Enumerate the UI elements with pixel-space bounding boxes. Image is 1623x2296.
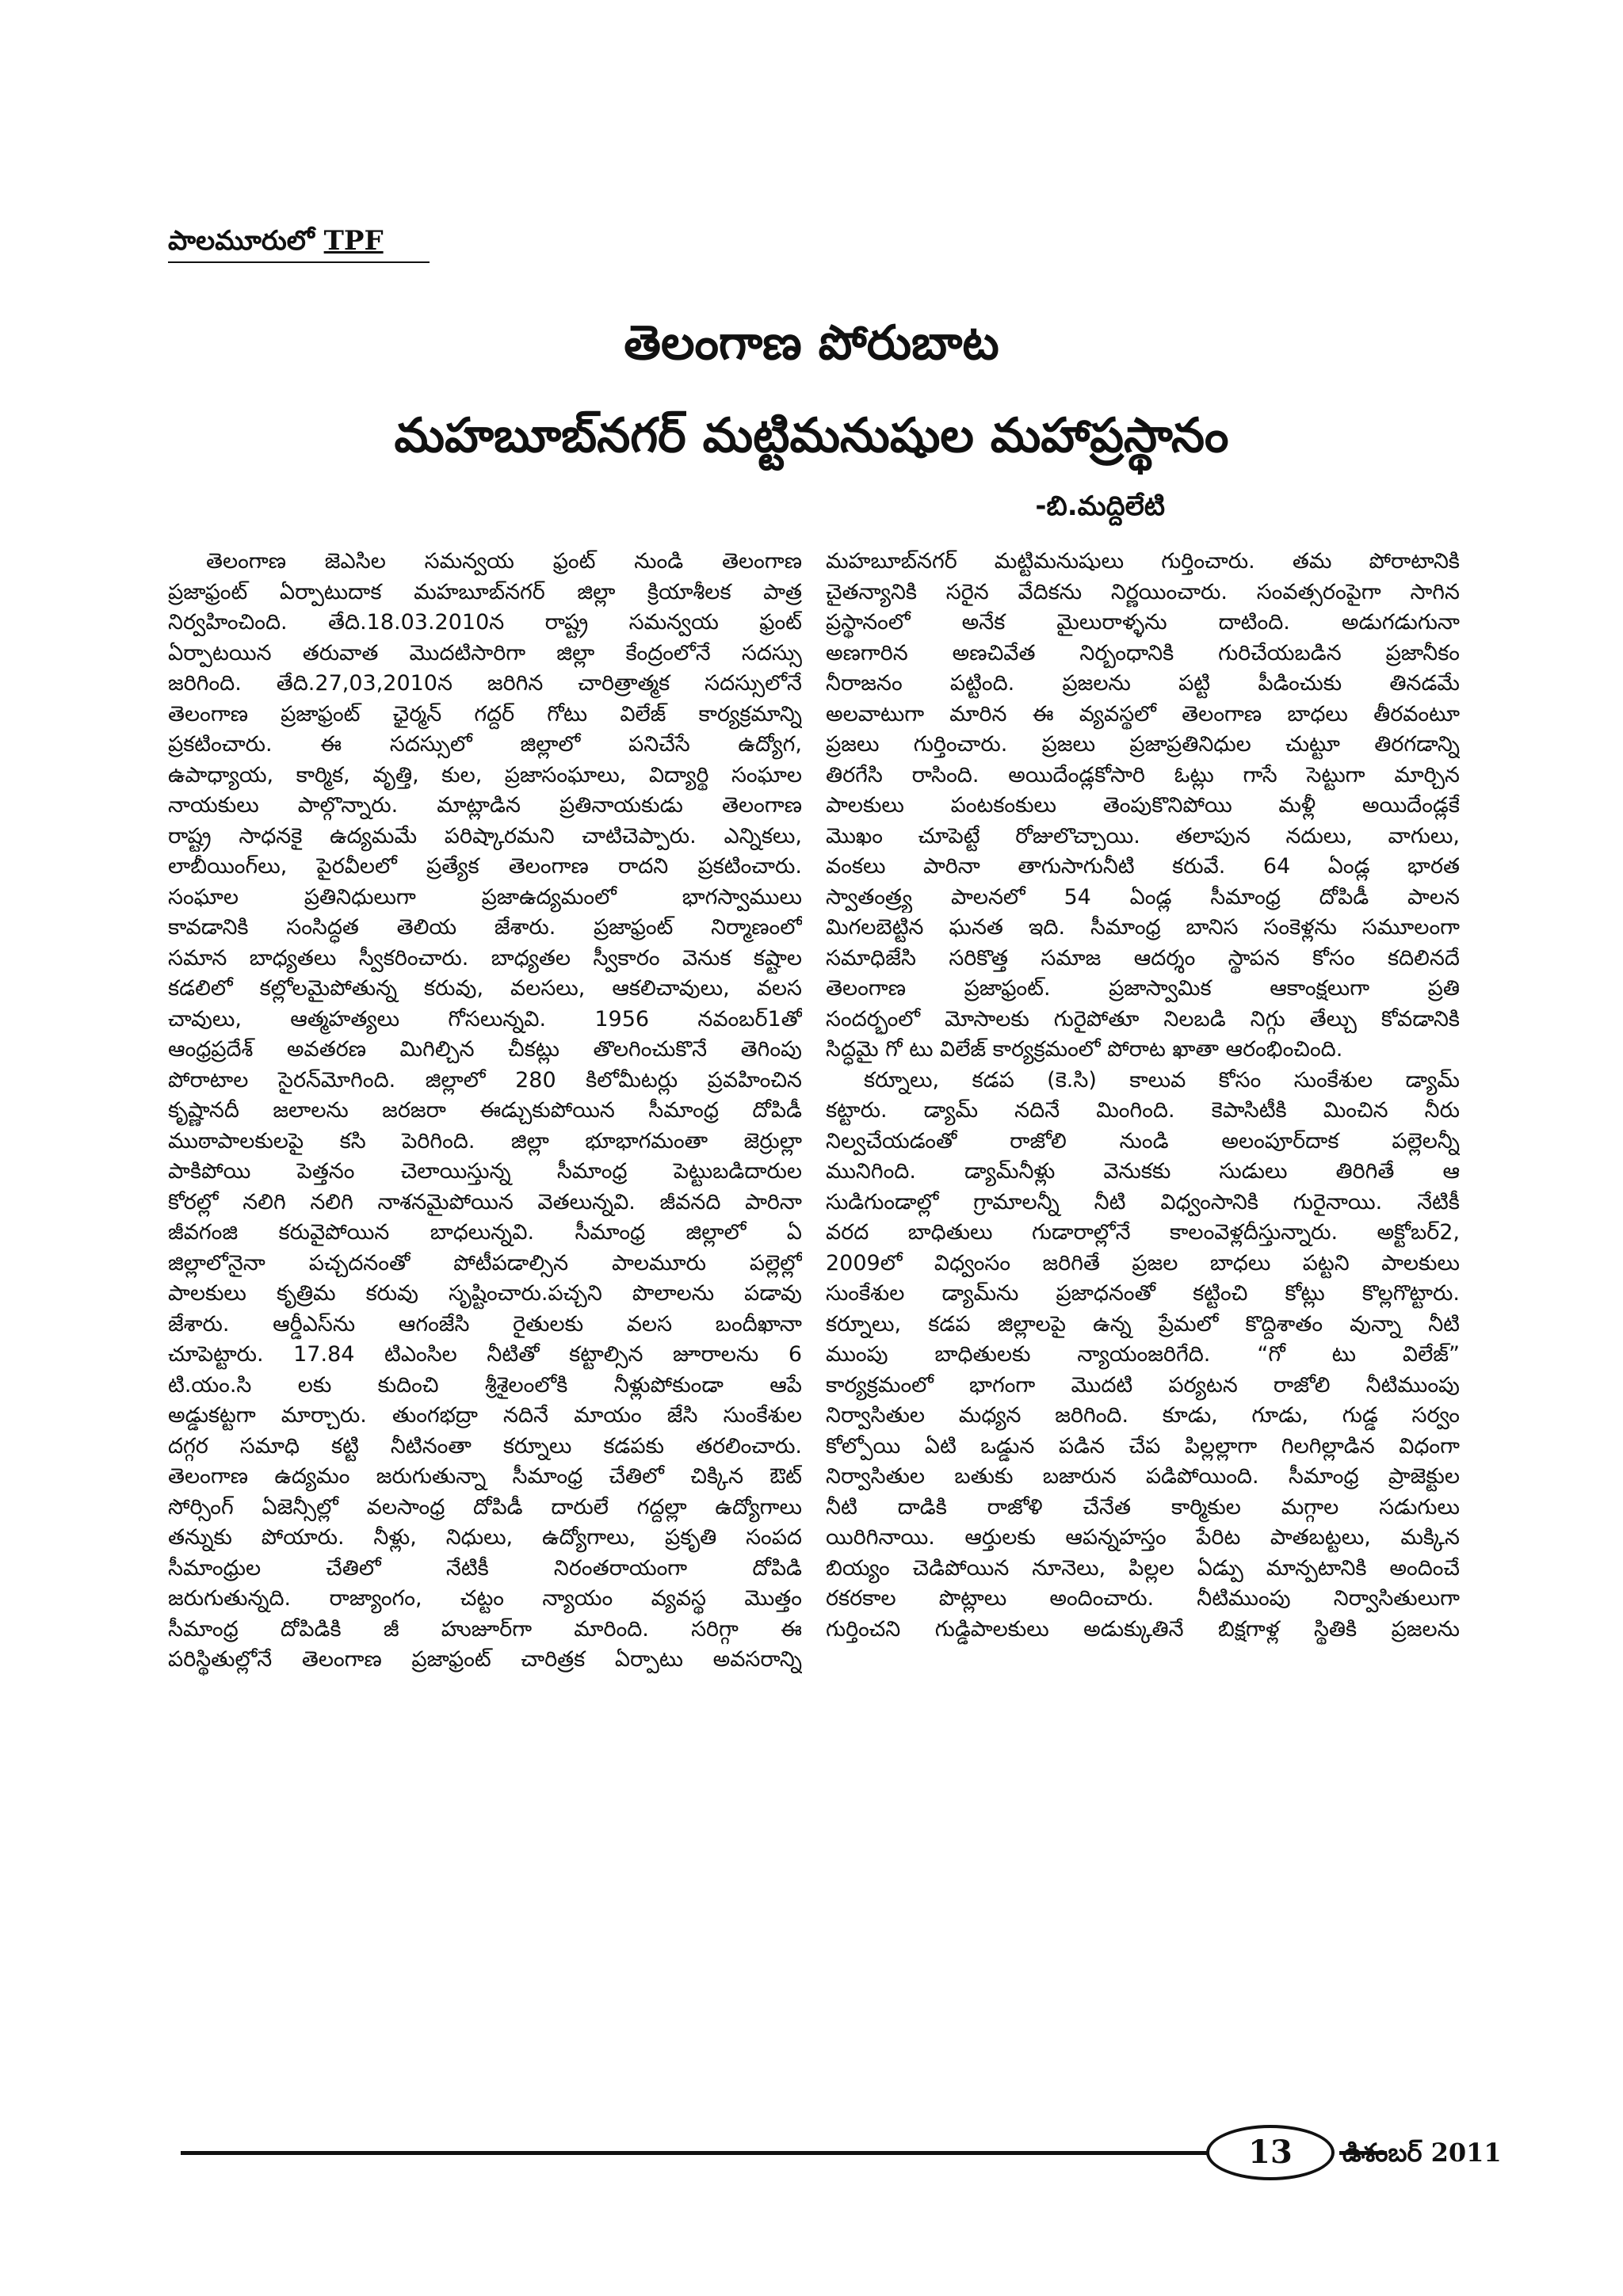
text-line: స్వాతంత్ర్య పాలనలో 54 ఏండ్ల సీమాంధ్ర దోపిడీ పాలన bbox=[826, 884, 1460, 910]
text-line: సీమాంధ్ర దోపిడికి జీ హుజూర్‌గా మారింది. సరిగ్గా ఈ bbox=[168, 1616, 802, 1642]
issue-month: డిశంబర్ bbox=[1342, 2138, 1423, 2168]
text-line: కోరల్లో నలిగి నలిగి నాశనమైపోయిన వెతలున్నవి. జీవనది పారినా bbox=[168, 1189, 802, 1215]
issue-year: 2011 bbox=[1430, 2138, 1502, 2168]
text-line: దగ్గర సమాధి కట్టి నీటినంతా కర్నూలు కడపకు తరలించారు. bbox=[168, 1433, 802, 1459]
text-line: పోరాటాల సైరన్‌మోగింది. జిల్లాలో 280 కిలోమీటర్లు ప్రవహించిన bbox=[168, 1067, 802, 1093]
text-line: అడ్డుకట్టగా మార్చారు. తుంగభద్రా నదినే మాయం జేసి సుంకేశుల bbox=[168, 1403, 802, 1428]
text-line: నిర్వాసితుల బతుకు బజారున పడిపోయింది. సీమాంధ్ర ప్రాజెక్టుల bbox=[826, 1464, 1460, 1489]
text-line: తెలంగాణ ఉద్యమం జరుగుతున్నా సీమాంధ్ర చేతిలో చిక్కిన ఔట్ bbox=[168, 1464, 802, 1489]
text-line: సందర్భంలో మోసాలకు గురైపోతూ నిలబడి నిగ్గు తేల్చు కోవడానికి bbox=[826, 1006, 1460, 1032]
text-line: కార్యక్రమంలో భాగంగా మొదటి పర్యటన రాజోలి నీటిముంపు bbox=[826, 1372, 1460, 1398]
text-line: సుడిగుండాల్లో గ్రామాలన్నీ నీటి విధ్వంసానికి గురైనాయి. నేటికీ bbox=[826, 1189, 1460, 1215]
text-line: వంకలు పారినా తాగుసాగునీటి కరువే. 64 ఏండ్ల భారత bbox=[826, 854, 1460, 879]
kicker-tpf: TPF bbox=[323, 225, 384, 257]
text-line: సమాధిజేసి సరికొత్త సమాజ ఆదర్శం స్థాపన కోసం కదిలినదే bbox=[826, 945, 1460, 971]
text-line: బియ్యం చెడిపోయిన నూనెలు, పిల్లల ఏడ్పు మాన్పటానికి అందించే bbox=[826, 1555, 1460, 1581]
left-column bbox=[168, 547, 802, 1676]
right-column bbox=[826, 547, 1460, 1645]
text-line: పాలకులు కృత్రిమ కరువు సృష్టించారు.పచ్చని పొలాలను పడావు bbox=[168, 1281, 802, 1306]
text-line: కోల్పోయి ఏటి ఒడ్డున పడిన చేప పిల్లల్లాగా గిలగిల్లాడిన విధంగా bbox=[826, 1433, 1460, 1459]
text-line: సంఘాల ప్రతినిధులుగా ప్రజాఉద్యమంలో భాగస్వాములు bbox=[168, 884, 802, 910]
text-line: తిరగేసి రాసింది. అయిదేండ్లకోసారి ఓట్లు గాసే సెట్టుగా మార్చిన bbox=[826, 762, 1460, 788]
text-line: కావడానికి సంసిద్ధత తెలియ జేశారు. ప్రజాఫ్రంట్ నిర్మాణంలో bbox=[168, 915, 802, 940]
text-line: జేశారు. ఆర్డీఎస్‌ను ఆగంజేసి రైతులకు వలస బందీఖానా bbox=[168, 1311, 802, 1337]
text-line: నాయకులు పాల్గొన్నారు. మాట్లాడిన ప్రతినాయకుడు తెలంగాణ bbox=[168, 793, 802, 818]
text-line: సమాన బాధ్యతలు స్వీకరించారు. బాధ్యతల స్వీకారం వెనుక కష్టాల bbox=[168, 945, 802, 971]
text-line: కడలిలో కల్లోలమైపోతున్న కరువు, వలసలు, ఆకలిచావులు, వలస bbox=[168, 976, 802, 1001]
headline: తెలంగాణ పోరుబాట bbox=[624, 315, 999, 371]
section-kicker bbox=[168, 222, 430, 263]
text-line: ముంపు బాధితులకు న్యాయంజరిగేది. “గో టు విలేజ్” bbox=[826, 1342, 1460, 1367]
text-line: లాబీయింగ్‌లు, పైరవీలలో ప్రత్యేక తెలంగాణ రాదని ప్రకటించారు. bbox=[168, 854, 802, 879]
text-line: నీటి దాడికి రాజోళి చేనేత కార్మికుల మగ్గాల సడుగులు bbox=[826, 1494, 1460, 1520]
text-line: టి.యం.సి లకు కుదించి శ్రీశైలంలోకి నీళ్లుపోకుండా ఆపే bbox=[168, 1372, 802, 1398]
text-line: నిర్వహించింది. తేది.18.03.2010న రాష్ట్ర సమన్వయ ఫ్రంట్ bbox=[168, 610, 802, 635]
text-line: జరుగుతున్నది. రాజ్యాంగం, చట్టం న్యాయం వ్యవస్థ మొత్తం bbox=[168, 1586, 802, 1611]
text-line: ముఠాపాలకులపై కసి పెరిగింది. జిల్లా భూభాగమంతా జెర్రుల్లా bbox=[168, 1128, 802, 1154]
text-line: మొఖం చూపెట్టే రోజులొచ్చాయి. తలాపున నదులు, వాగులు, bbox=[826, 823, 1460, 849]
text-line: అణగారిన అణచివేత నిర్బంధానికి గురిచేయబడిన ప్రజానీకం bbox=[826, 640, 1460, 666]
byline: -బి.మద్దిలేటి bbox=[1035, 490, 1165, 522]
text-line: 2009లో విధ్వంసం జరిగితే ప్రజల బాధలు పట్టని పాలకులు bbox=[826, 1250, 1460, 1276]
text-line: పాకిపోయి పెత్తనం చెలాయిస్తున్న సీమాంధ్ర పెట్టుబడిదారుల bbox=[168, 1159, 802, 1184]
text-line: మునిగింది. డ్యామ్‌నీళ్లు వెనుకకు సుడులు తిరిగితే ఆ bbox=[826, 1159, 1460, 1184]
text-line: మహబూబ్‌నగర్ మట్టిమనుషులు గుర్తించారు. తమ పోరాటానికి bbox=[826, 549, 1460, 574]
text-line: యిరిగినాయి. ఆర్తులకు ఆపన్నహస్తం పేరిట పాతబట్టలు, మక్కిన bbox=[826, 1525, 1460, 1550]
footer-rule bbox=[181, 2151, 1211, 2155]
text-line: నిల్వచేయడంతో రాజోలి నుండి అలంపూర్‌దాక పల్లెలన్నీ bbox=[826, 1128, 1460, 1154]
text-line: ప్రస్థానంలో అనేక మైలురాళ్ళను దాటింది. అడుగడుగునా bbox=[826, 610, 1460, 635]
text-line: కృష్ణానదీ జలాలను జరజరా ఈడ్చుకుపోయిన సీమాంధ్ర దోపిడీ bbox=[168, 1098, 802, 1123]
text-line: రకరకాల పొట్లాలు అందించారు. నీటిముంపు నిర్వాసితులుగా bbox=[826, 1586, 1460, 1611]
text-line: సీమాంధ్రుల చేతిలో నేటికీ నిరంతరాయంగా దోపిడి bbox=[168, 1555, 802, 1581]
text-line: పాలకులు పంటకంకులు తెంపుకొనిపోయి మళ్లీ అయిదేండ్లకే bbox=[826, 793, 1460, 818]
text-line: ప్రకటించారు. ఈ సదస్సులో జిల్లాలో పనిచేసే ఉద్యోగ, bbox=[168, 732, 802, 757]
text-line: మిగలబెట్టిన ఘనత ఇది. సీమాంధ్ర బానిస సంకెళ్లను సమూలంగా bbox=[826, 915, 1460, 940]
text-line: సోర్సింగ్ ఏజెన్సీల్లో వలసాంధ్ర దోపిడీ దారులే గద్దల్లా ఉద్యోగాలు bbox=[168, 1494, 802, 1520]
text-line: తెలంగాణ ప్రజాఫ్రంట్ ఛైర్మన్ గద్దర్ గోటు విలేజ్ కార్యక్రమాన్ని bbox=[168, 701, 802, 727]
text-line: గుర్తించని గుడ్డిపాలకులు అడుక్కుతినే బిక్షగాళ్ల స్థితికి ప్రజలను bbox=[826, 1616, 1460, 1642]
text-line: తెలంగాణ ప్రజాఫ్రంట్. ప్రజాస్వామిక ఆకాంక్షలుగా ప్రతి bbox=[826, 976, 1460, 1001]
text-line: కర్నూలు, కడప (కె.సి) కాలువ కోసం సుంకేశుల డ్యామ్ bbox=[864, 1067, 1460, 1093]
text-line: సుంకేశుల డ్యామ్‌ను ప్రజాధనంతో కట్టించి కోట్లు కొల్లగొట్టారు. bbox=[826, 1281, 1460, 1306]
text-line: ఆంధ్రప్రదేశ్ అవతరణ మిగిల్చిన చీకట్లు తొలగించుకొనే తెగింపు bbox=[168, 1037, 802, 1062]
text-line: చావులు, ఆత్మహత్యలు గోసలున్నవి. 1956 నవంబర్1తో bbox=[168, 1006, 802, 1032]
text-line: జిల్లాలోనైనా పచ్చదనంతో పోటీపడాల్సిన పాలమూరు పల్లెల్లో bbox=[168, 1250, 802, 1276]
text-line: ఉపాధ్యాయ, కార్మిక, వృత్తి, కుల, ప్రజాసంఘాలు, విద్యార్థి సంఘాల bbox=[168, 762, 802, 788]
text-line: నీరాజనం పట్టింది. ప్రజలను పట్టి పీడించుకు తినడమే bbox=[826, 671, 1460, 696]
text-line: కట్టారు. డ్యామ్ నదినే మింగింది. కెపాసిటీకి మించిన నీరు bbox=[826, 1098, 1460, 1123]
issue-date bbox=[1342, 2129, 1549, 2176]
text-line: అలవాటుగా మారిన ఈ వ్యవస్థలో తెలంగాణ బాధలు తీరవంటూ bbox=[826, 701, 1460, 727]
text-line: కర్నూలు, కడప జిల్లాలపై ఉన్న ప్రేమలో కొద్దిశాతం వున్నా నీటి bbox=[826, 1311, 1460, 1337]
text-line: చూపెట్టారు. 17.84 టిఎంసిల నీటితో కట్టాల్సిన జూరాలను 6 bbox=[168, 1342, 802, 1367]
text-line: ప్రజాఫ్రంట్ ఏర్పాటుదాక మహబూబ్‌నగర్ జిల్లా క్రియాశీలక పాత్ర bbox=[168, 579, 802, 605]
kicker-prefix: పాలమూరులో bbox=[168, 225, 315, 257]
subheadline: మహబూబ్‌నగర్ మట్టిమనుషుల మహాప్రస్థానం bbox=[394, 408, 1229, 463]
text-line: చైతన్యానికి సరైన వేదికను నిర్ణయించారు. సంవత్సరంపైగా సాగిన bbox=[826, 579, 1460, 605]
page-number: 13 bbox=[1206, 2125, 1335, 2180]
text-line: సిద్ధమై గో టు విలేజ్ కార్యక్రమంలో పోరాట ఖాతా ఆరంభించింది. bbox=[826, 1037, 1343, 1062]
text-line: తన్నుకు పోయారు. నీళ్లు, నిధులు, ఉద్యోగాలు, ప్రకృతి సంపద bbox=[168, 1525, 802, 1550]
text-line: జరిగింది. తేది.27,03,2010న జరిగిన చారిత్రాత్మక సదస్సులోనే bbox=[168, 671, 802, 696]
text-line: రాష్ట్ర సాధనకై ఉద్యమమే పరిష్కారమని చాటిచెప్పారు. ఎన్నికలు, bbox=[168, 823, 802, 849]
text-line: వరద బాధితులు గుడారాల్లోనే కాలంవెళ్లదీస్తున్నారు. అక్టోబర్2, bbox=[826, 1220, 1460, 1245]
text-line: నిర్వాసితుల మధ్యన జరిగింది. కూడు, గూడు, గుడ్డ సర్వం bbox=[826, 1403, 1460, 1428]
text-line: ఏర్పాటయిన తరువాత మొదటిసారిగా జిల్లా కేంద్రంలోనే సదస్సు bbox=[168, 640, 802, 666]
text-line: జీవగంజి కరువైపోయిన బాధలున్నవి. సీమాంధ్ర జిల్లాలో ఏ bbox=[168, 1220, 802, 1245]
text-line: పరిస్థితుల్లోనే తెలంగాణ ప్రజాఫ్రంట్ చారిత్రక ఏర్పాటు అవసరాన్ని bbox=[168, 1647, 802, 1672]
text-line: ప్రజలు గుర్తించారు. ప్రజలు ప్రజాప్రతినిధుల చుట్టూ తిరగడాన్ని bbox=[826, 732, 1460, 757]
text-line: తెలంగాణ జెఎసిల సమన్వయ ఫ్రంట్ నుండి తెలంగాణ bbox=[206, 549, 802, 574]
